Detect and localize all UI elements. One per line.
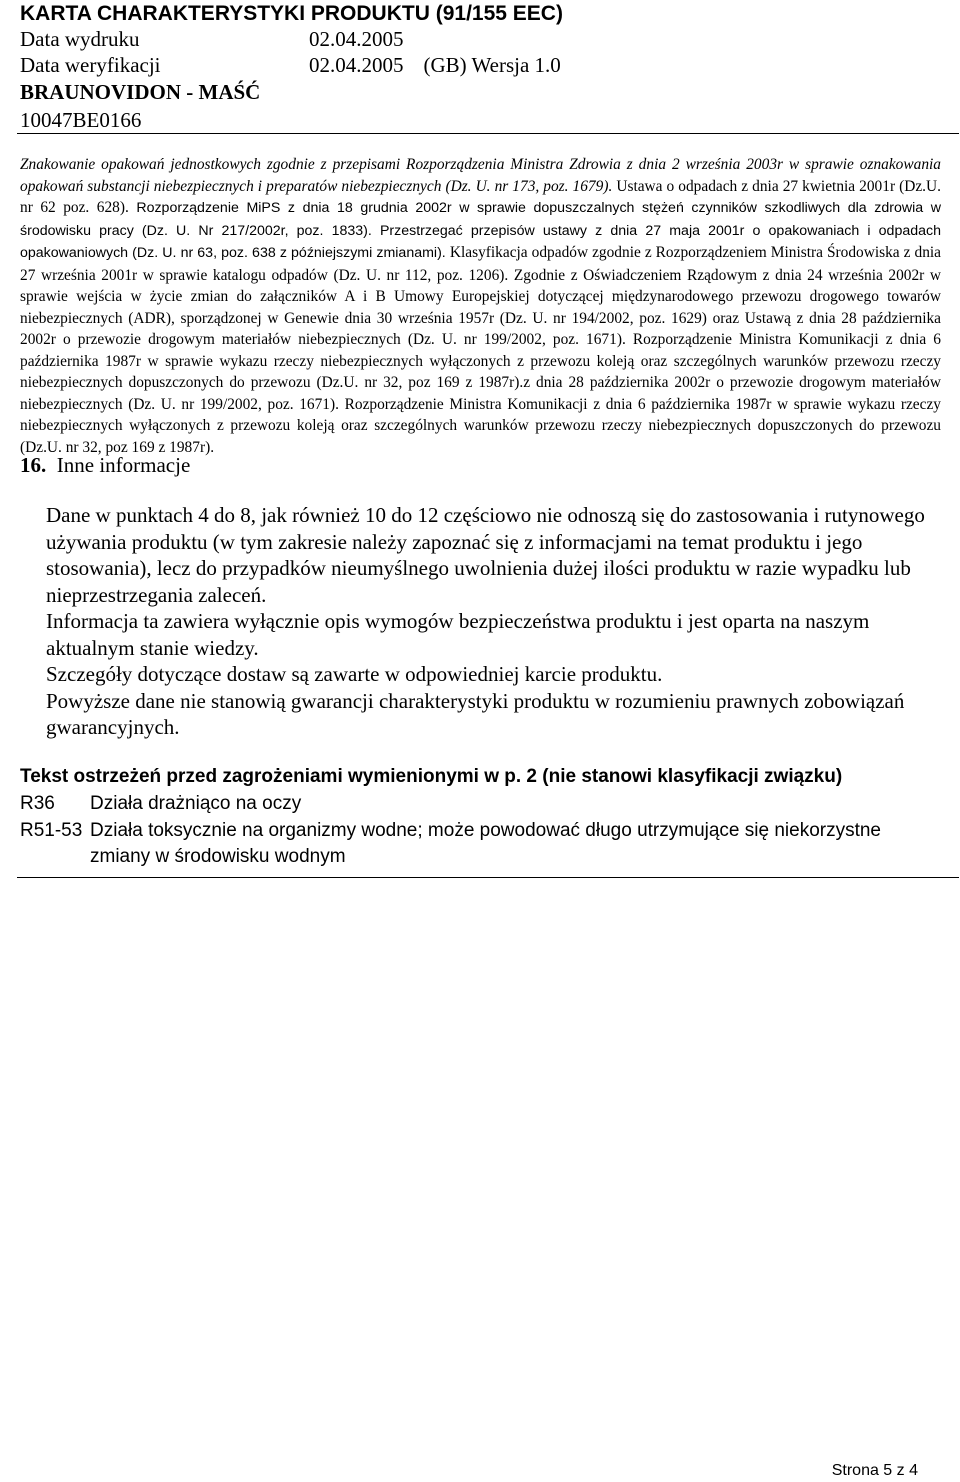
risk-phrases-title: Tekst ostrzeżeń przed zagrożeniami wymienionymi w p. 2 (nie stanowi klasyfikacji związku): [20, 766, 843, 787]
version-label: (GB) Wersja 1.0: [423, 53, 561, 77]
risk-phrases-list: [20, 791, 940, 871]
product-name: BRAUNOVIDON - MAŚĆ: [20, 80, 261, 104]
header-divider: [17, 133, 959, 134]
section-16-number: 16.: [20, 453, 47, 477]
info-paragraph: Szczegóły dotyczące dostaw są zawarte w odpowiedniej karcie produktu.: [46, 662, 663, 686]
info-paragraph: Dane w punktach 4 do 8, jak również 10 do 12 częściowo nie odnoszą się do zastosowania i rutynowego używania produktu (w tym zakresie należy zapoznać się z informacjami na temat produktu i jego stosowania), lecz do przypadków nieumyślnego uwolnienia dużej ilości produktu w razie wypadku lub nieprzestrzegania zaleceń.: [46, 503, 925, 607]
risk-phrase-code: R36: [20, 793, 55, 814]
risk-phrase-row: [20, 791, 940, 818]
document-header: [20, 2, 940, 134]
section-16-title: Inne informacje: [56, 453, 191, 477]
legal-part-2: Ustawa o odpadach z dnia 27 kwietnia 2001r (Dz.U. nr 62 poz. 628).: [20, 177, 941, 216]
legal-part-1: Znakowanie opakowań jednostkowych zgodnie z przepisami Rozporządzenia Ministra Zdrowia z dnia 2 września 2003r w sprawie oznakowania opakowań substancji niebezpiecznych i preparatów niebezpiecznych (Dz. U. nr 173, poz. 1679).: [20, 156, 941, 195]
section-16-body: [46, 502, 941, 741]
verify-date-row: [20, 52, 940, 78]
legal-references: [20, 154, 941, 458]
risk-phrase-row: [20, 818, 940, 871]
risk-phrase-text: Działa drażniąco na oczy: [90, 793, 302, 814]
info-paragraph: Informacja ta zawiera wyłącznie opis wymogów bezpieczeństwa produktu i jest oparta na naszym aktualnym stanie wiedzy.: [46, 609, 870, 660]
verify-date-label: Data weryfikacji: [20, 53, 161, 77]
risk-phrase-text: Działa toksycznie na organizmy wodne; może powodować długo utrzymujące się niekorzystne zmiany w środowisku wodnym: [90, 819, 881, 867]
product-code: 10047BE0166: [20, 108, 142, 132]
section-16-heading: [20, 452, 190, 478]
section-divider: [17, 877, 959, 878]
legal-part-6: Zgodnie z Oświadczeniem Rządowym z dnia 24 września 2002r w sprawie wejścia w życie zmian do załączników A i B Umowy Europejskiej dotyczącej międzynarodowego przewozu drogowego towarów niebezpiecznych (ADR), sporządzonej w Genewie dnia 30 września 1957r (Dz. U. nr 194/2002, poz. 1629) oraz Ustawą z dnia 28 października 2002r o przewozie drogowym materiałów niebezpiecznych (Dz. U. nr 199/2002, poz. 1671). Rozporządzenie Ministra Komunikacji z dnia 6 października 1987r w sprawie wykazu rzeczy niebezpiecznych wyłączonych z przewozu koleją oraz szczególnych warunków przewozu rzeczy niebezpiecznych dopuszczonych do przewozu (Dz.U. nr 32, poz 169 z 1987r).z dnia 28 października 2002r o przewozie drogowym materiałów niebezpiecznych (Dz. U. nr 199/2002, poz. 1671). Rozporządzenie Ministra Komunikacji z dnia 6 października 1987r w sprawie wykazu rzeczy niebezpiecznych wyłączonych z przewozu koleją oraz szczególnych warunków przewozu rzeczy niebezpiecznych dopuszczonych do przewozu (Dz.U. nr 32, poz 169 z 1987r).: [20, 266, 941, 456]
print-date-value: 02.04.2005: [309, 27, 404, 51]
legal-part-3: Rozporządzenie MiPS z dnia 18 grudnia 2002r w sprawie dopuszczalnych stężeń czynników szkodliwych dla zdrowia w środowisku pracy (Dz. U. Nr 217/2002r, poz. 1833).: [20, 200, 941, 239]
print-date-row: [20, 26, 940, 52]
legal-part-5: Klasyfikacja odpadów zgodnie z Rozporządzeniem Ministra Środowiska z dnia 27 września 2001r w sprawie katalogu odpadów (Dz. U. nr 112, poz. 1206).: [20, 244, 941, 284]
print-date-label: Data wydruku: [20, 27, 140, 51]
page-number: Strona 5 z 4: [831, 1462, 918, 1479]
legal-part-4: Przestrzegać przepisów ustawy z dnia 27 maja 2001r o opakowaniach i odpadach opakowaniowych (Dz. U. nr 63, poz. 638 z późniejszymi zmianami).: [20, 222, 941, 261]
document-title: KARTA CHARAKTERYSTYKI PRODUKTU (91/155 EEC): [20, 2, 563, 25]
risk-phrase-code: R51-53: [20, 819, 83, 841]
info-paragraph: Powyższe dane nie stanowią gwarancji charakterystyki produktu w rozumieniu prawnych zobowiązań gwarancyjnych.: [46, 688, 905, 739]
verify-date-value: 02.04.2005: [309, 53, 404, 77]
